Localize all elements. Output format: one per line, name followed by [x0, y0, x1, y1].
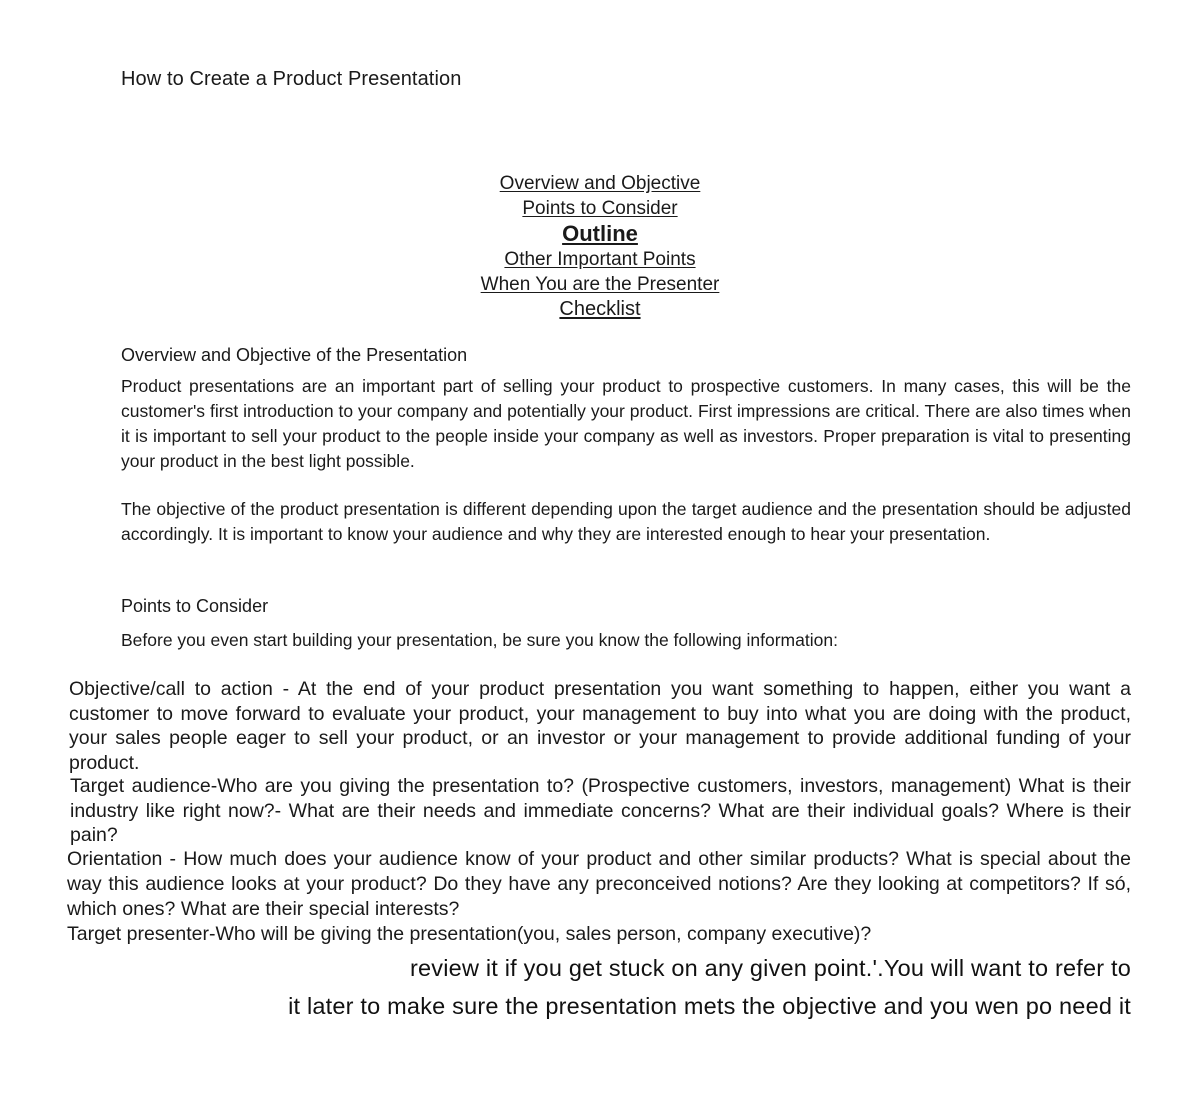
toc-link-presenter[interactable]: When You are the Presenter [480, 274, 720, 295]
footer-line-1: review it if you get stuck on any given point.'.You will want to refer to [410, 955, 1131, 981]
overview-paragraph-2: The objective of the product presentation is different depending upon the target audience and the presentation should be adjusted accordingly. It is important to know your audience and why they are interested enough to hear your presentation. [121, 499, 1131, 544]
footer-line-2: it later to make sure the presentation mets the objective and you wen po need it [288, 993, 1131, 1019]
overview-paragraph-1: Product presentations are an important part of selling your product to prospective customers. In many cases, this will be the customer's first introduction to your company and potentially your product. First impressions are critical. There are also times when it is important to sell your product to the people inside your company as well as investors. Proper preparation is vital to presenting your product in the best light possible. [121, 376, 1131, 471]
point-orientation: Orientation - How much does your audience know of your product and other similar products? What is special about the way this audience looks at your product? Do they have any preconceived notions? Are they looking at competitors? If só, which ones? What are their special interests? [67, 848, 1131, 920]
toc-link-points[interactable]: Points to Consider [522, 198, 678, 219]
points-intro: Before you even start building your presentation, be sure you know the following information: [121, 630, 838, 650]
point-target-audience: Target audience-Who are you giving the presentation to? (Prospective customers, investors, management) What is their industry like right now?- What are their needs and immediate concerns? What are their individual goals? Where is their pain? [70, 775, 1131, 846]
point-target-presenter: Target presenter-Who will be giving the presentation(you, sales person, company executive)? [67, 923, 872, 945]
overview-heading: Overview and Objective of the Presentation [121, 345, 468, 365]
toc-link-outline[interactable]: Outline [562, 221, 638, 246]
toc-link-overview[interactable]: Overview and Objective [499, 173, 701, 194]
point-objective: Objective/call to action - At the end of your product presentation you want something to happen, either you want a customer to move forward to evaluate your product, your management to buy into what you are doing with the product, your sales people eager to sell your product, or an investor or your management to provide additional funding of your product. [69, 678, 1131, 774]
toc-link-checklist[interactable]: Checklist [559, 298, 641, 320]
table-of-contents [0, 171, 1200, 321]
points-heading: Points to Consider [121, 596, 269, 616]
toc-link-other-points[interactable]: Other Important Points [504, 249, 696, 270]
document-title: How to Create a Product Presentation [121, 68, 462, 90]
